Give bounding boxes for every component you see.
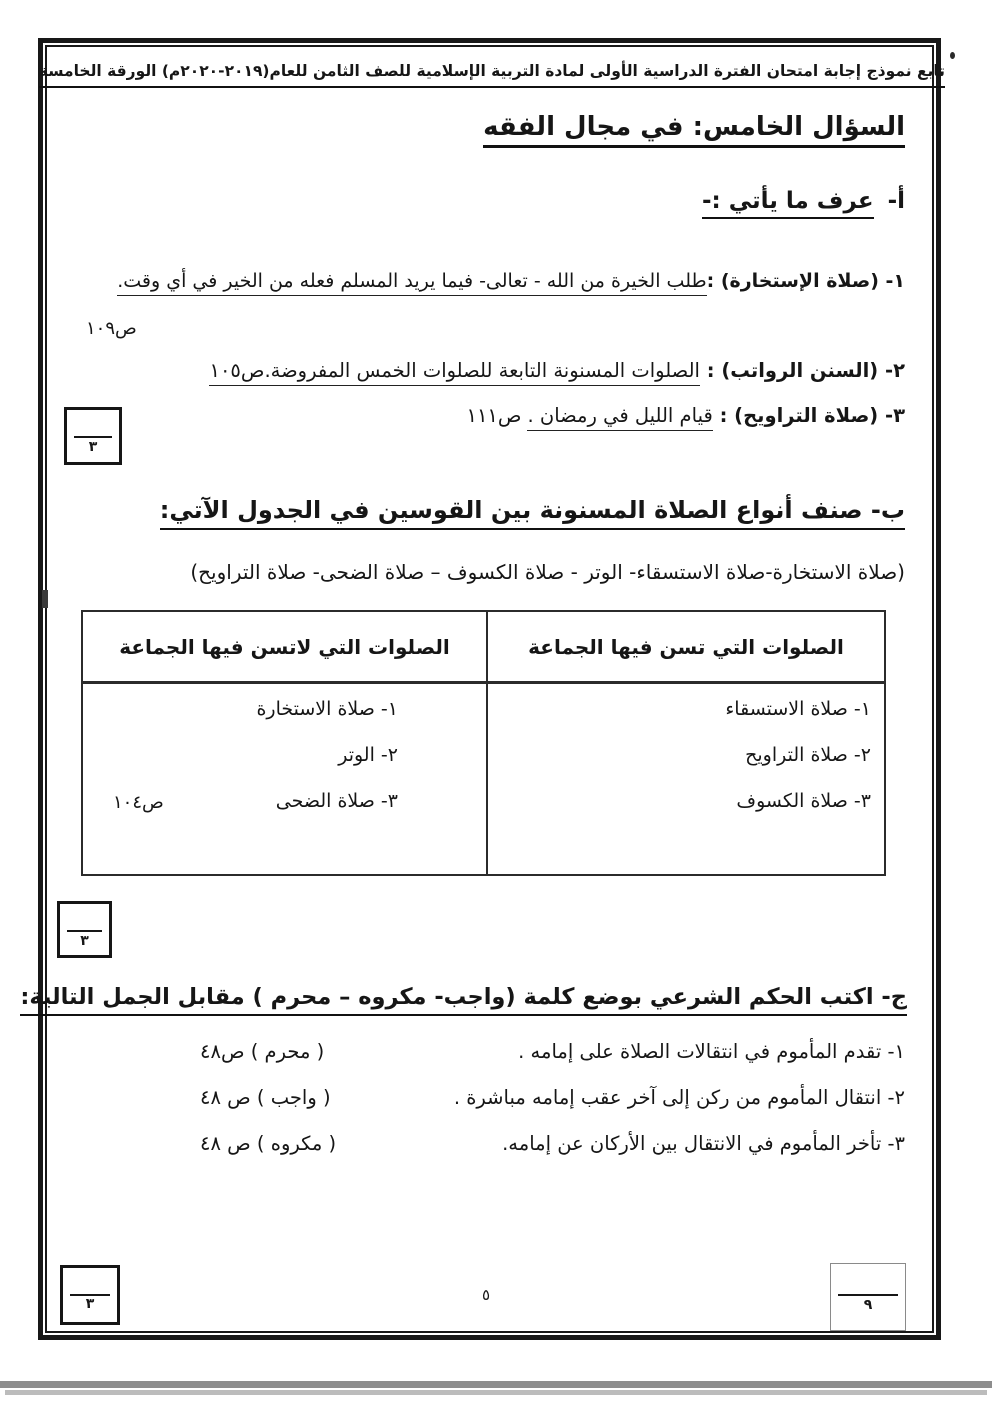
score-box-bottom-left	[60, 1265, 120, 1325]
ruling-item-3	[200, 1132, 905, 1162]
score-box-bottom-left-value: ٣	[85, 1296, 95, 1312]
score-box-part-b	[57, 901, 112, 958]
table-column-congregation-not-sunnah	[83, 684, 486, 874]
part-c-items	[200, 1040, 905, 1162]
definition-3-term: ٣- (صلاة التراويح) :	[712, 404, 905, 427]
page-number: ٥	[482, 1286, 491, 1304]
definition-2-answer	[209, 359, 699, 386]
ruling-1-sentence: ١- تقدم المأموم في انتقالات الصلاة على إمامه .	[518, 1040, 905, 1063]
part-a-heading	[702, 188, 905, 214]
table-header-congregation-sunnah: الصلوات التي تسن فيها الجماعة	[486, 612, 884, 684]
ruling-3-sentence: ٣- تأخر المأموم في الانتقال بين الأركان عن إمامه.	[502, 1132, 905, 1155]
table-page-ref: ص١٠٤	[113, 792, 164, 813]
score-box-part-a	[64, 407, 122, 465]
score-box-bottom-right	[830, 1263, 906, 1331]
score-box-divider-line	[838, 1294, 898, 1296]
scan-artifact-dot	[950, 52, 955, 59]
score-box-part-a-value: ٣	[88, 439, 98, 455]
part-b-options-list: (صلاة الاستخارة-صلاة الاستسقاء- الوتر - صلاة الكسوف – صلاة الضحى- صلاة التراويح)	[190, 560, 905, 584]
definition-item-2	[209, 359, 905, 382]
table-row: ٣- صلاة الضحى	[275, 790, 398, 812]
ruling-3-answer: ( مكروه ) ص ٤٨	[200, 1132, 337, 1155]
definition-2-text: الصلوات المسنونة التابعة للصلوات الخمس المفروضة.	[264, 359, 700, 382]
definition-3-answer: قيام الليل في رمضان .	[527, 404, 712, 431]
table-row: ١- صلاة الاستسقاء	[725, 698, 871, 720]
table-column-congregation-sunnah	[486, 684, 884, 874]
ruling-2-answer: ( واجب ) ص ٤٨	[200, 1086, 331, 1109]
ruling-1-answer: ( محرم ) ص٤٨	[200, 1040, 325, 1063]
definition-3-page-ref: ص١١١	[466, 404, 522, 427]
question-five-title: السؤال الخامس: في مجال الفقه	[483, 112, 905, 148]
scan-shadow-band	[5, 1390, 987, 1395]
definition-1-term: ١- (صلاة الإستخارة) :	[706, 270, 905, 292]
prayer-classification-table	[81, 610, 886, 876]
score-box-divider-line	[74, 436, 112, 438]
ruling-2-sentence: ٢- انتقال المأموم من ركن إلى آخر عقب إمامه مباشرة .	[453, 1086, 905, 1109]
table-row: ٣- صلاة الكسوف	[736, 790, 871, 812]
score-box-divider-line	[67, 930, 102, 932]
definition-1-page-ref: ص١٠٩	[86, 318, 137, 339]
ruling-item-1	[200, 1040, 905, 1070]
exam-header-title: تابع نموذج إجابة امتحان الفترة الدراسية الأولى لمادة التربية الإسلامية للصف الثامن للعام(٢٠١٩-٢٠٢٠م) الورقة الخامسة	[39, 62, 945, 88]
definition-1-answer: طلب الخيرة من الله - تعالى- فيما يريد المسلم فعله من الخير في أي وقت.	[117, 270, 706, 296]
part-a-heading-text: عرف ما يأتي :-	[702, 188, 874, 219]
table-row: ٢- الوتر	[338, 744, 398, 766]
scan-shadow-band	[0, 1381, 992, 1388]
score-box-part-b-value: ٣	[80, 933, 89, 949]
score-box-bottom-right-value: ٩	[863, 1297, 873, 1313]
table-row: ٢- صلاة التراويح	[745, 744, 871, 766]
definition-item-3	[466, 404, 905, 427]
table-header-congregation-not-sunnah: الصلوات التي لاتسن فيها الجماعة	[83, 612, 486, 684]
part-c-heading: ج- اكتب الحكم الشرعي بوضع كلمة (واجب- مكروه – محرم ) مقابل الجمل التالية:	[20, 984, 907, 1016]
definition-item-1	[117, 270, 905, 292]
definition-2-page-ref: ص١٠٥	[209, 359, 265, 382]
definition-2-term: ٢- (السنن الرواتب) :	[699, 359, 905, 382]
part-a-prefix: أ-	[887, 188, 905, 214]
ruling-item-2	[200, 1086, 905, 1116]
part-b-heading: ب- صنف أنواع الصلاة المسنونة بين القوسين في الجدول الآتي:	[160, 496, 905, 530]
scan-artifact-smudge	[42, 590, 48, 608]
table-row: ١- صلاة الاستخارة	[256, 698, 398, 720]
